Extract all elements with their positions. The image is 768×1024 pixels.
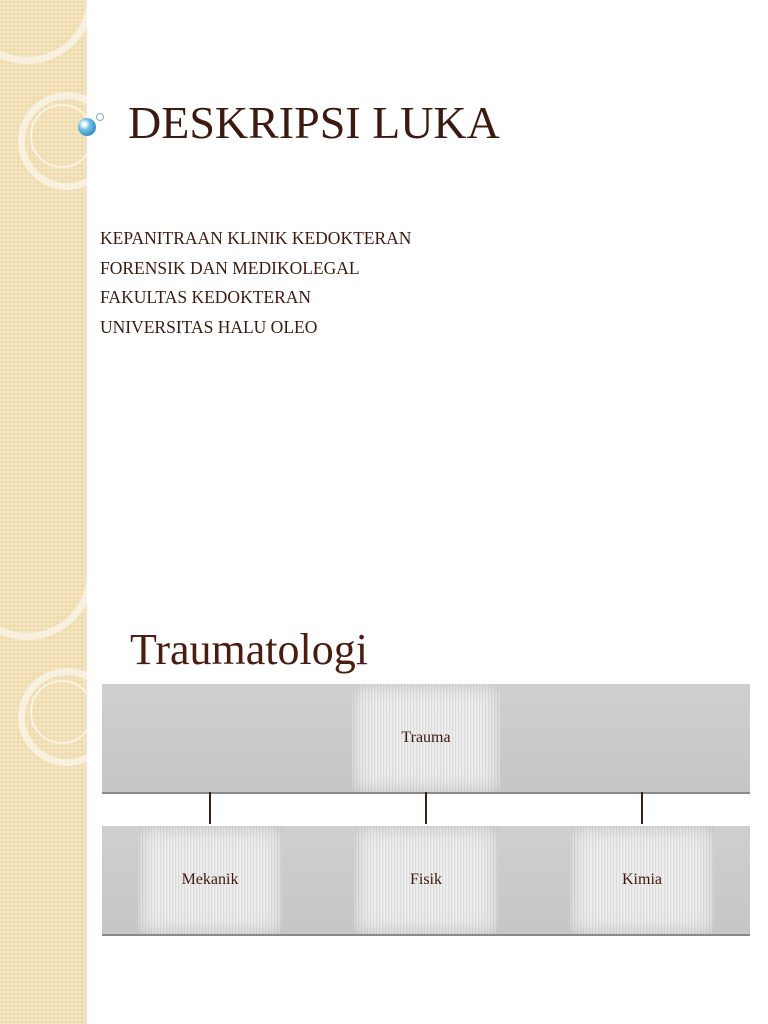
diagram-slide xyxy=(0,576,768,1024)
decorative-side-band xyxy=(0,0,84,576)
slide-title: Traumatologi xyxy=(130,625,368,674)
subtitle-line: KEPANITRAAN KLINIK KEDOKTERAN xyxy=(100,228,412,248)
diagram-connector xyxy=(641,792,643,824)
diagram-connector xyxy=(209,792,211,824)
slide-subtitle xyxy=(100,224,411,342)
diagram-connector xyxy=(425,792,427,824)
decorative-side-band xyxy=(0,576,84,1024)
slide-title: DESKRIPSI LUKA xyxy=(128,97,500,148)
diagram-node-kimia: Kimia xyxy=(570,826,714,934)
side-band-edge xyxy=(84,0,87,576)
title-bullet-icon xyxy=(78,118,96,136)
subtitle-line: FORENSIK DAN MEDIKOLEGAL xyxy=(100,257,360,278)
diagram-node-root: Trauma xyxy=(352,684,500,792)
side-band-edge xyxy=(84,576,87,1024)
subtitle-line: UNIVERSITAS HALU OLEO xyxy=(100,316,318,337)
decorative-ring xyxy=(30,104,94,168)
title-bullet-dot-icon xyxy=(96,113,104,121)
subtitle-line: FAKULTAS KEDOKTERAN xyxy=(100,287,312,307)
diagram-node-mekanik: Mekanik xyxy=(138,826,282,934)
decorative-ring xyxy=(30,680,94,744)
diagram-node-fisik: Fisik xyxy=(354,826,498,934)
